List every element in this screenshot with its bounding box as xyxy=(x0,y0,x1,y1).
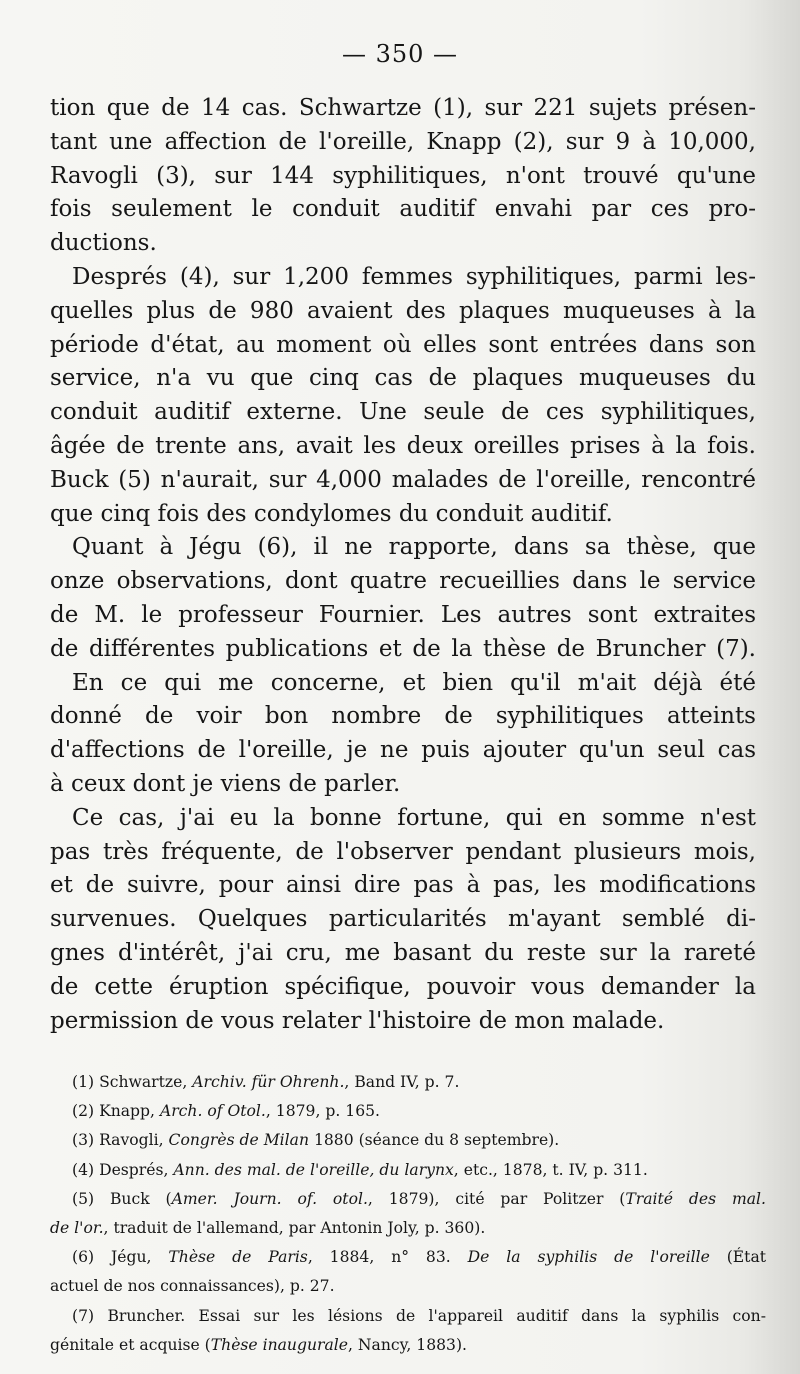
footnote-4: (4) Després, Ann. des mal. de l'oreille, du larynx, etc., 1878, t. IV, p. 311. xyxy=(72,1160,648,1179)
text-line: Després (4), sur 1,200 femmes syphilitiques, parmi les- xyxy=(72,263,756,290)
footnote-6: (6) Jégu, Thèse de Paris, 1884, n° 83. De la syphilis de l'oreille (État xyxy=(72,1248,766,1267)
text-line: gnes d'intérêt, j'ai cru, me basant du reste sur la rareté xyxy=(50,939,756,966)
text-line: pas très fréquente, de l'observer pendant plusieurs mois, xyxy=(50,838,756,865)
text-line: Ce cas, j'ai eu la bonne fortune, qui en somme n'est xyxy=(72,804,756,831)
text-line: En ce qui me concerne, et bien qu'il m'ait déjà été xyxy=(72,669,756,696)
text-line: ductions. xyxy=(50,230,157,257)
text-line: et de suivre, pour ainsi dire pas à pas, les modifications xyxy=(50,872,756,899)
footnote-5: (5) Buck (Amer. Journ. of. otol., 1879), cité par Politzer (Traité des mal. xyxy=(72,1189,766,1208)
footnote-1: (1) Schwartze, Archiv. für Ohrenh., Band IV, p. 7. xyxy=(72,1073,460,1091)
text-line: Ravogli (3), sur 144 syphilitiques, n'ont trouvé qu'une xyxy=(50,162,756,189)
text-line: conduit auditif externe. Une seule de ces syphilitiques, xyxy=(50,399,756,426)
text-line: tion que de 14 cas. Schwartze (1), sur 221 sujets présen- xyxy=(50,95,756,121)
text-line: de M. le professeur Fournier. Les autres sont extraites xyxy=(50,601,756,628)
text-line: permission de vous relater l'histoire de mon malade. xyxy=(50,1007,665,1034)
footnote-7: (7) Bruncher. Essai sur les lésions de l'appareil auditif dans la syphilis con- xyxy=(72,1306,766,1325)
body-text xyxy=(50,92,756,1038)
text-line: donné de voir bon nombre de syphilitiques atteints xyxy=(50,703,756,730)
text-line: d'affections de l'oreille, je ne puis ajouter qu'un seul cas xyxy=(50,737,756,764)
text-line: de cette éruption spécifique, pouvoir vous demander la xyxy=(50,973,756,1000)
text-line: service, n'a vu que cinq cas de plaques muqueuses du xyxy=(50,365,756,392)
footnotes xyxy=(50,1068,766,1360)
text-line: de différentes publications et de la thèse de Bruncher (7). xyxy=(50,635,756,662)
text-line: fois seulement le conduit auditif envahi par ces pro- xyxy=(50,196,756,223)
text-line: Quant à Jégu (6), il ne rapporte, dans sa thèse, que xyxy=(72,534,756,561)
text-line: tant une affection de l'oreille, Knapp (2), sur 9 à 10,000, xyxy=(50,128,756,155)
text-line: à ceux dont je viens de parler. xyxy=(50,770,401,797)
text-line: survenues. Quelques particularités m'ayant semblé di- xyxy=(50,906,756,933)
text-line: période d'état, au moment où elles sont entrées dans son xyxy=(50,331,756,358)
text-line: âgée de trente ans, avait les deux oreilles prises à la fois. xyxy=(50,432,756,459)
footnote-5-continued: de l'or., traduit de l'allemand, par Antonin Joly, p. 360). xyxy=(50,1219,486,1238)
text-line: Buck (5) n'aurait, sur 4,000 malades de l'oreille, rencontré xyxy=(50,466,756,493)
text-line: que cinq fois des condylomes du conduit auditif. xyxy=(50,500,613,527)
footnote-3: (3) Ravogli, Congrès de Milan 1880 (séance du 8 septembre). xyxy=(72,1131,560,1150)
footnote-7-continued: génitale et acquise (Thèse inaugurale, Nancy, 1883). xyxy=(50,1335,467,1354)
page-number: — 350 — xyxy=(341,40,459,68)
text-line: quelles plus de 980 avaient des plaques muqueuses à la xyxy=(50,297,756,324)
text-line: onze observations, dont quatre recueillies dans le service xyxy=(50,568,756,595)
footnote-2: (2) Knapp, Arch. of Otol., 1879, p. 165. xyxy=(72,1102,380,1121)
footnote-6-continued: actuel de nos connaissances), p. 27. xyxy=(50,1277,335,1296)
